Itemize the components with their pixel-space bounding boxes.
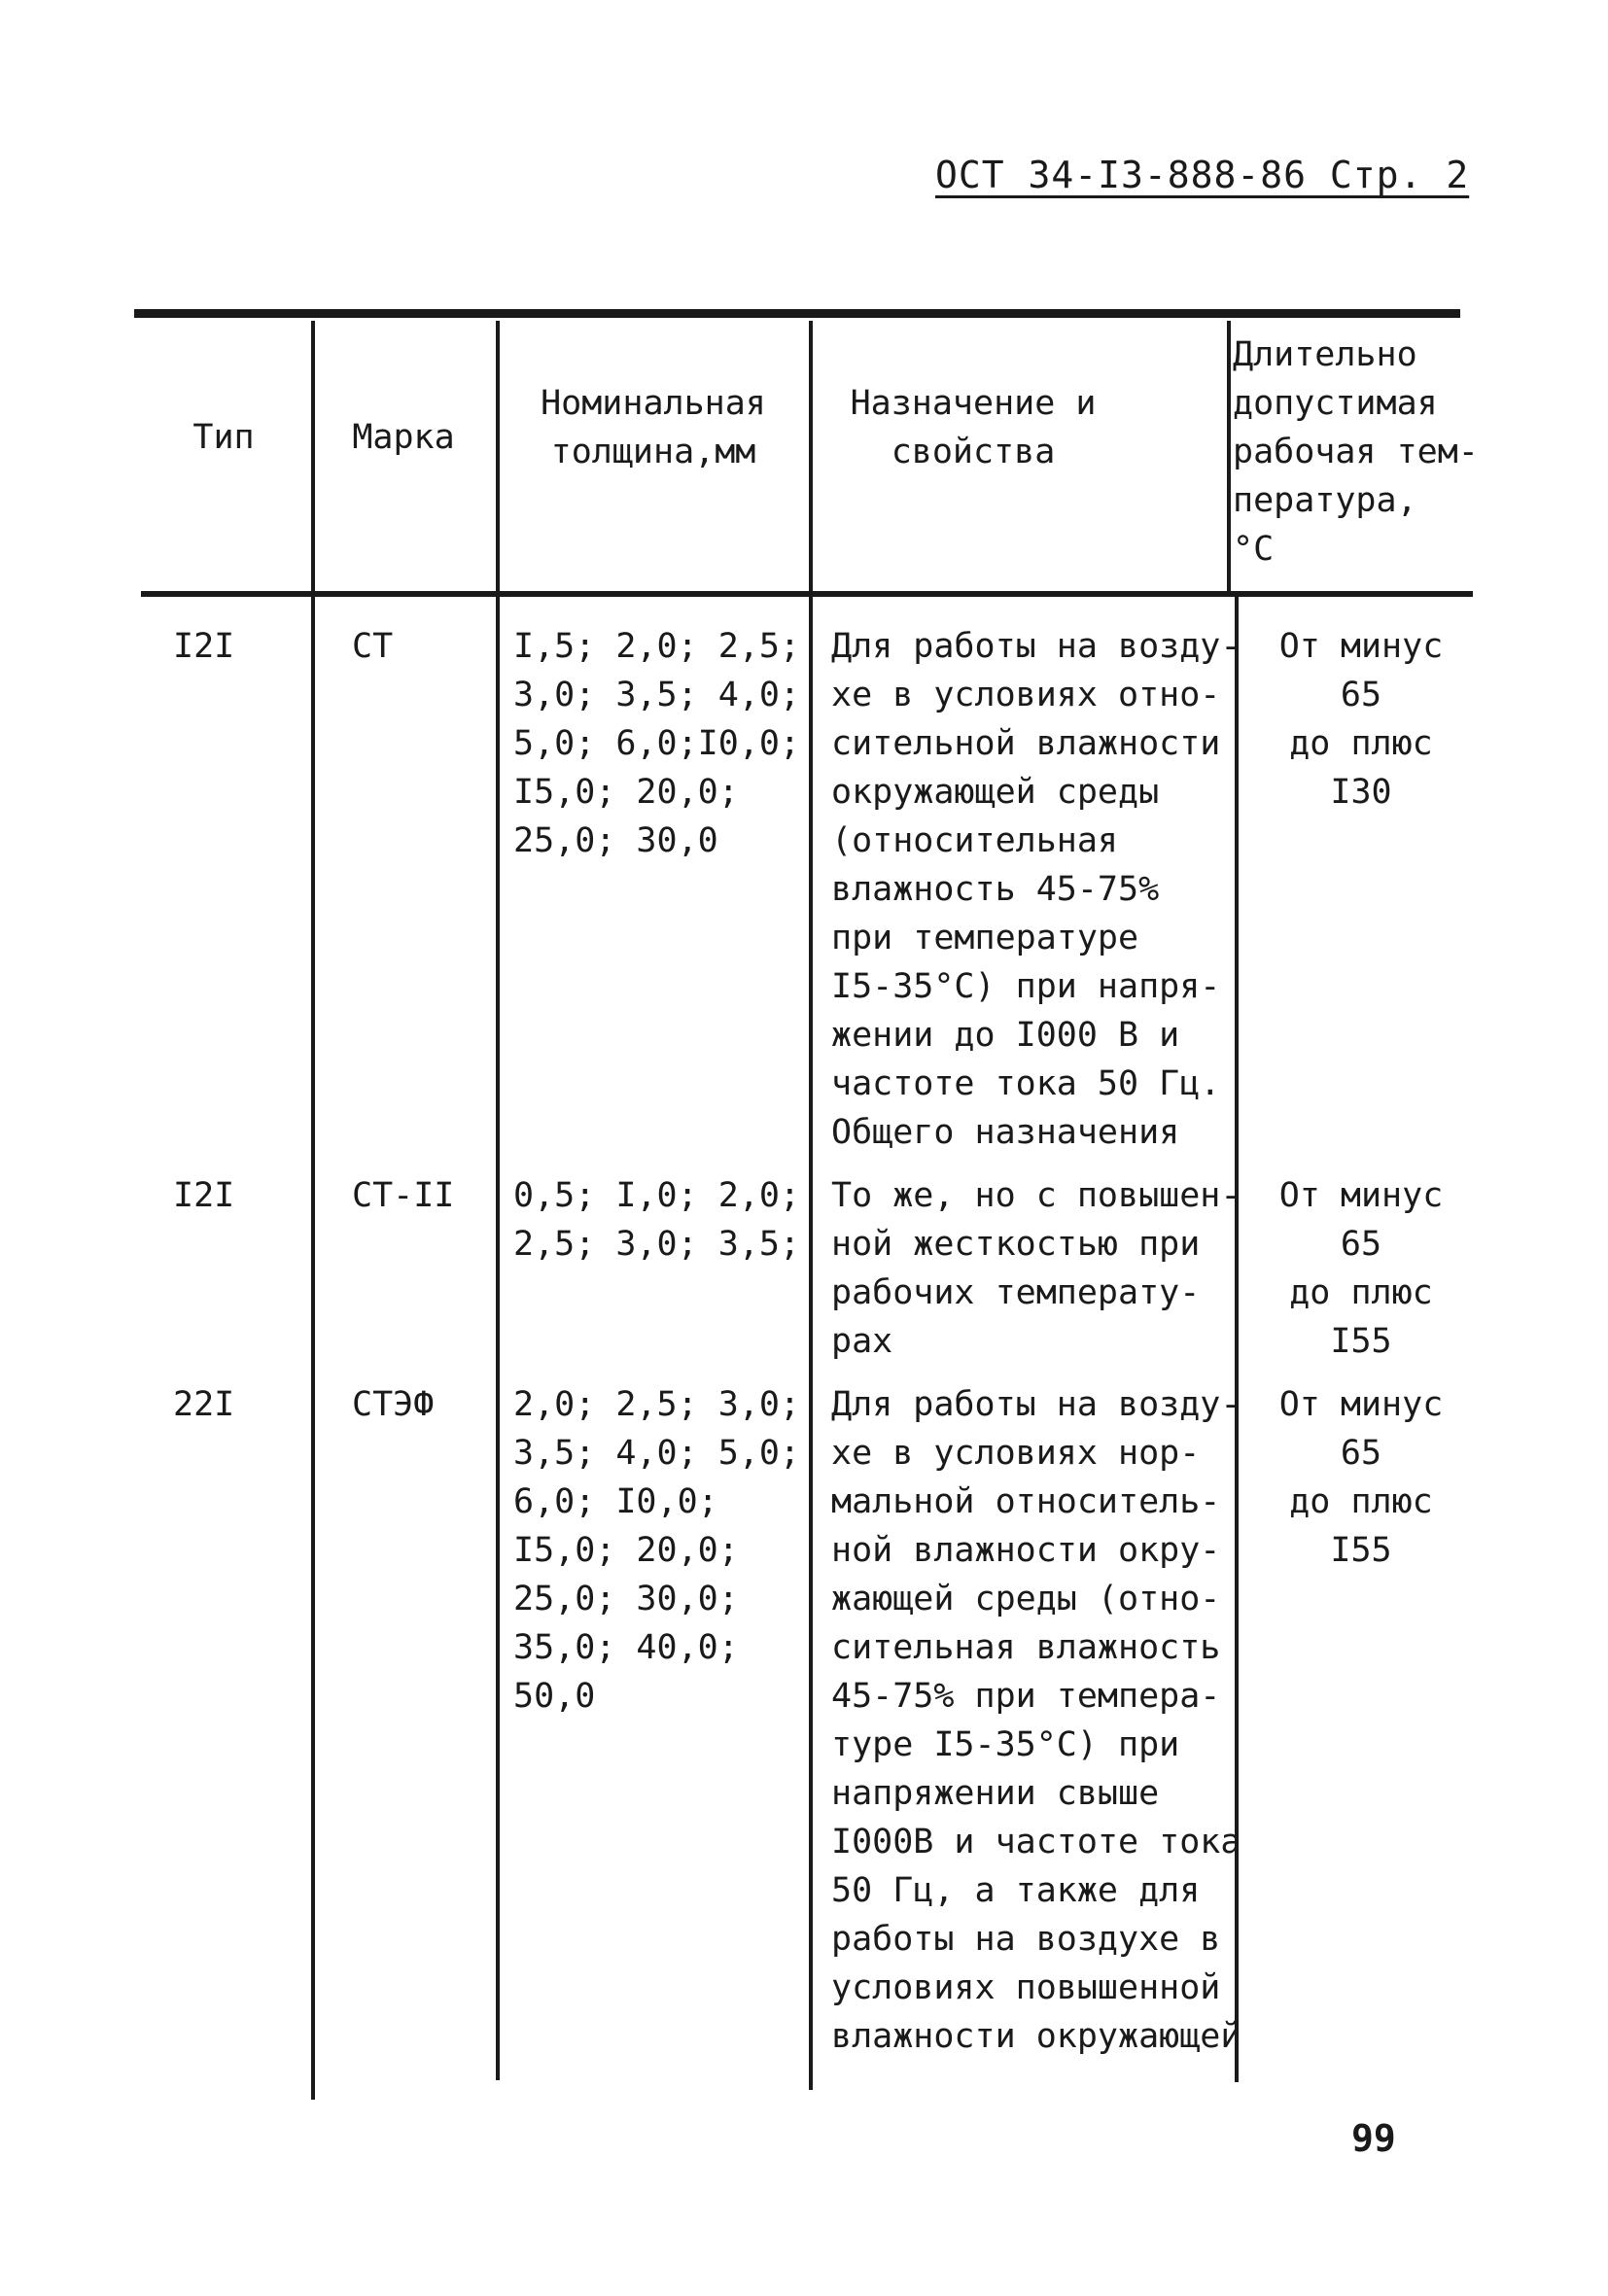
table-row-2-purpose: То же, но с повышен- ной жесткостью при рабочих температу- рах — [831, 1176, 1241, 1361]
table-row-3-type: 22I — [173, 1385, 235, 1424]
column-divider-2 — [496, 321, 500, 2080]
table-row-1-thickness: I,5; 2,0; 2,5; 3,0; 3,5; 4,0; 5,0; 6,0;I0,0; I5,0; 20,0; 25,0; 30,0 — [513, 627, 801, 860]
table-row-1-type: I2I — [173, 627, 235, 666]
column-header-mark: Марка — [352, 418, 455, 457]
table-row-2-temperature: От минус 65 до плюс I55 — [1278, 1176, 1444, 1361]
table-row-3-thickness: 2,0; 2,5; 3,0; 3,5; 4,0; 5,0; 6,0; I0,0; I5,0; 20,0; 25,0; 30,0; 35,0; 40,0; 50,0 — [513, 1385, 801, 1716]
table-row-3-purpose: Для работы на возду- хе в условиях нор- мальной относитель- ной влажности окру- жающей среды (отно- сительная влажность 45-75% при темпера- туре I5-35°С) при напряжении свыше I000В и частоте тока 50 Гц, а также для работы на воздухе в условиях повышенной влажности окружающей — [831, 1385, 1241, 2056]
column-divider-4a — [1227, 321, 1231, 593]
column-header-purpose: Назначение и свойства — [850, 384, 1097, 471]
table-header-rule — [141, 591, 1473, 597]
table-row-1-temperature: От минус 65 до плюс I30 — [1278, 627, 1444, 812]
page-number: 99 — [1351, 2117, 1396, 2160]
column-header-type: Тип — [192, 418, 255, 457]
column-header-thickness: Номинальная толщина,мм — [541, 384, 766, 471]
column-header-temperature: Длительно допустимая рабочая тем- пература, °С — [1233, 335, 1479, 569]
table-row-2-type: I2I — [173, 1176, 235, 1215]
document-header: ОСТ 34-I3-888-86 Стр. 2 — [935, 154, 1470, 196]
table-row-2-mark: СТ-II — [352, 1176, 455, 1215]
table-row-1-purpose: Для работы на возду- хе в условиях отно- сительной влажности окружающей среды (относительная влажность 45-75% при температуре I5-35°С) при напря- жении до I000 В и частоте тока 50 Гц. Общего назначения — [831, 627, 1241, 1152]
table-row-1-mark: СТ — [352, 627, 394, 666]
table-top-rule — [134, 309, 1460, 318]
column-divider-3 — [809, 321, 813, 2090]
table-row-3-mark: СТЭФ — [352, 1385, 435, 1424]
table-row-3-temperature: От минус 65 до плюс I55 — [1278, 1385, 1444, 1570]
table-row-2-thickness: 0,5; I,0; 2,0; 2,5; 3,0; 3,5; — [513, 1176, 801, 1264]
column-divider-1 — [311, 321, 315, 2100]
